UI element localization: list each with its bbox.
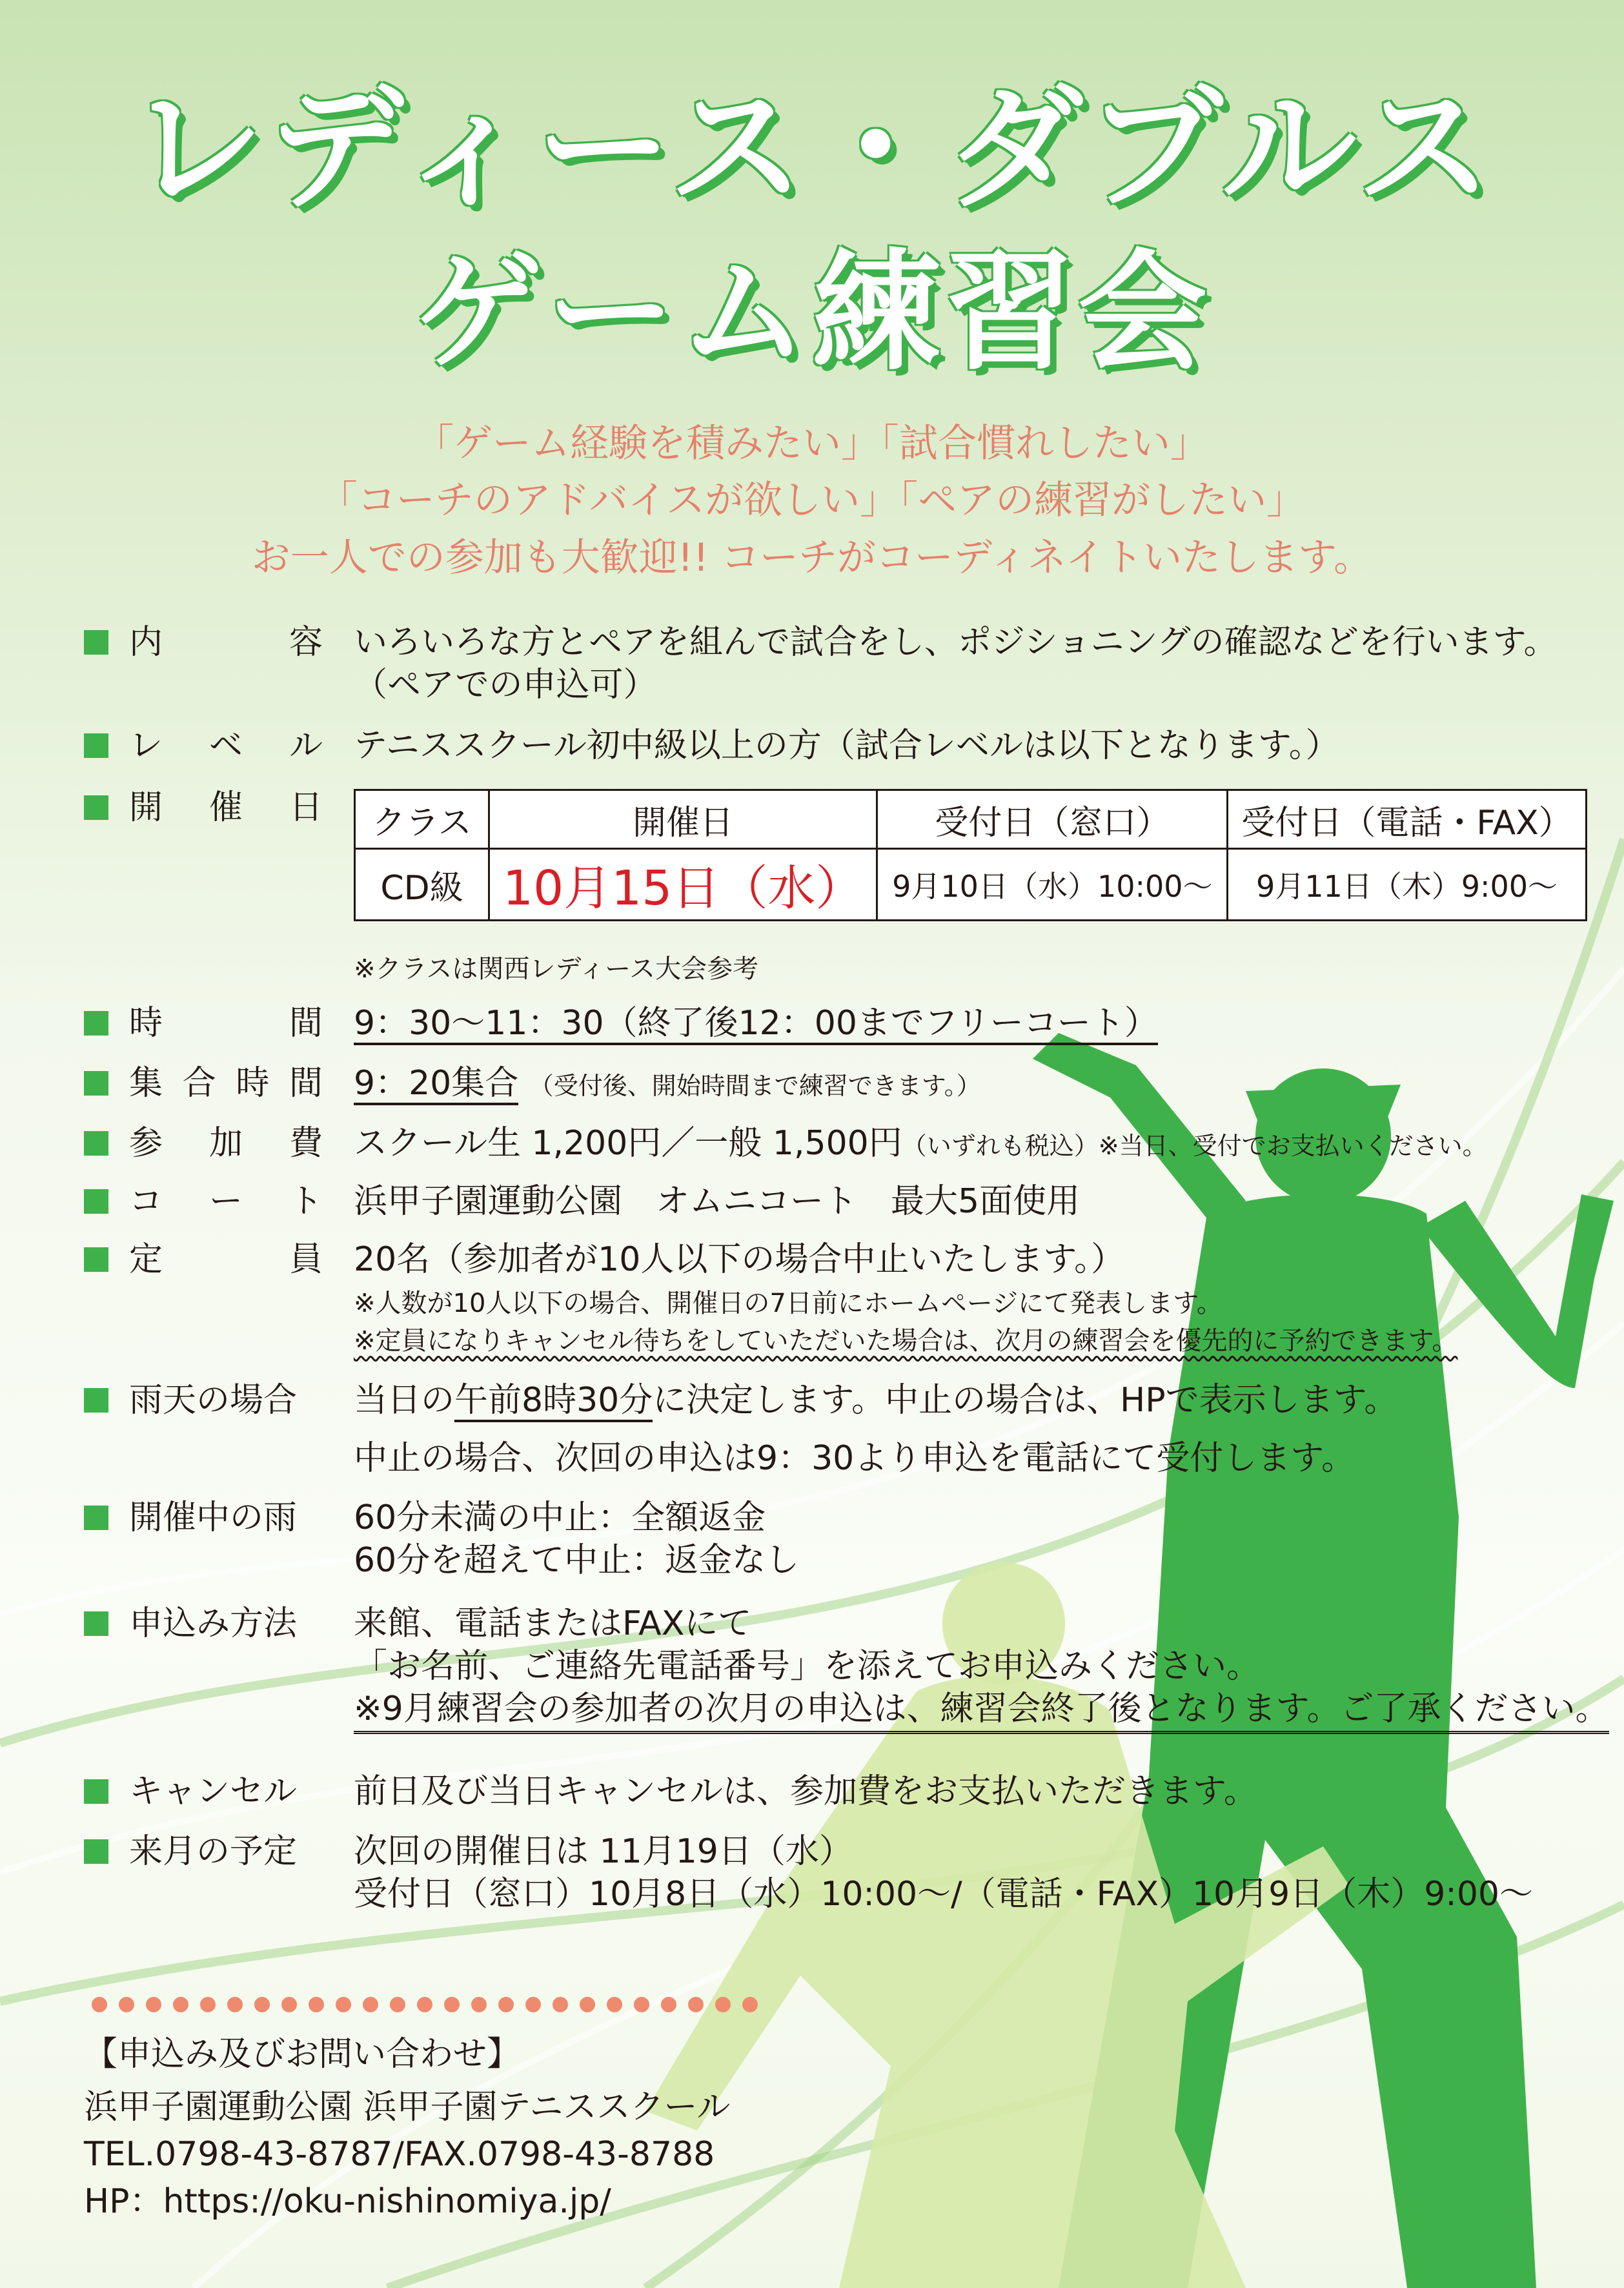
rain-line-2: 中止の場合、次回の申込は9：30より申込を電話にて受付します。 <box>354 1439 1355 1478</box>
rain-post: に決定します。中止の場合は、HPで表示します。 <box>653 1381 1398 1420</box>
fee-tax: （いずれも税込） <box>902 1132 1099 1160</box>
content-value: いろいろな方とペアを組んで試合をし、ポジショニングの確認などを行います。 <box>354 623 1558 662</box>
contact-heading: 【申込み及びお問い合わせ】 <box>84 2035 521 2074</box>
apply-line-3: ※9月練習会の参加者の次月の申込は、練習会終了後となります。ご了承ください。 <box>354 1690 1609 1734</box>
court-value: 浜甲子園運動公園 オムニコート 最大5面使用 <box>354 1182 1081 1221</box>
table-header: 受付日（窓口） <box>877 790 1228 849</box>
label-char: 費 <box>289 1124 323 1163</box>
bullet-square-icon <box>84 1839 108 1864</box>
meet-note: （受付後、開始時間まで練習できます。） <box>529 1072 981 1100</box>
capacity-note-1: ※人数が10人以下の場合、開催日の7日前にホームページにて発表します。 <box>354 1289 1223 1318</box>
rain-during-label: 開催中の雨 <box>129 1498 298 1537</box>
fee-note: ※当日、受付でお支払いください。 <box>1098 1132 1487 1160</box>
label-char: コ <box>129 1182 163 1221</box>
table-header: 開催日 <box>489 790 877 849</box>
time-value: 9：30～11：30（終了後12：00までフリーコート） <box>354 1004 1158 1045</box>
label-char: 参 <box>129 1124 163 1163</box>
bullet-square-icon <box>84 630 108 655</box>
rain-during-line-1: 60分未満の中止：全額返金 <box>354 1498 766 1537</box>
next-label: 来月の予定 <box>129 1832 298 1871</box>
catch-line-1: 「ゲーム経験を積みたい」「試合慣れしたい」 <box>415 421 1209 466</box>
level-value: テニススクール初中級以上の方（試合レベルは以下となります。） <box>354 726 1339 765</box>
label-char: レ <box>129 726 163 765</box>
label-char: 員 <box>289 1240 323 1279</box>
label-char: ベ <box>208 726 243 765</box>
fee-value: スクール生 1,200円／一般 1,500円 <box>354 1124 902 1163</box>
label-char: ー <box>208 1182 243 1221</box>
capacity-value: 20名（参加者が10人以下の場合中止いたします。） <box>354 1240 1125 1279</box>
label-char: 定 <box>129 1240 163 1279</box>
capacity-note-2: ※定員になりキャンセル待ちをしていただいた場合は、次月の練習会を優先的に予約できます。 <box>354 1326 1458 1356</box>
meet-value: 9：20集合 <box>354 1064 518 1105</box>
label-char: 間 <box>289 1004 323 1043</box>
class-note: ※クラスは関西レディース大会参考 <box>354 954 759 984</box>
bullet-square-icon <box>84 733 108 758</box>
cancel-label: キャンセル <box>129 1772 298 1811</box>
next-line-1: 次回の開催日は 11月19日（水） <box>354 1832 853 1871</box>
bullet-square-icon <box>84 1388 108 1413</box>
content-value-2: （ペアでの申込可） <box>354 666 657 704</box>
dotted-divider <box>92 1997 802 2016</box>
table-cell-phone: 9月11日（木）9:00～ <box>1228 849 1586 921</box>
table-header: 受付日（電話・FAX） <box>1228 790 1586 849</box>
apply-label: 申込み方法 <box>129 1604 298 1643</box>
title-line-2: ゲーム練習会 <box>412 238 1211 388</box>
title-line-1: レディース・ダブルス <box>128 69 1496 227</box>
label-char: 日 <box>289 788 323 827</box>
label-char: 開 <box>129 788 163 827</box>
bullet-square-icon <box>84 795 108 820</box>
label-char: 加 <box>208 1124 243 1163</box>
contact-org: 浜甲子園運動公園 浜甲子園テニススクール <box>84 2088 731 2127</box>
contact-tel-fax: TEL.0798-43-8787/FAX.0798-43-8788 <box>84 2135 715 2174</box>
table-header: クラス <box>355 790 489 849</box>
label-char: ル <box>289 726 323 765</box>
label-char: 時 <box>129 1004 163 1043</box>
label-char: 集 <box>129 1064 163 1103</box>
bullet-square-icon <box>84 1131 108 1156</box>
label-char: 容 <box>289 623 323 662</box>
table-cell-window: 9月10日（水）10:00～ <box>877 849 1228 921</box>
cancel-value: 前日及び当日キャンセルは、参加費をお支払いただきます。 <box>354 1772 1257 1811</box>
rain-deadline: 午前8時30分 <box>454 1381 653 1422</box>
apply-line-1: 来館、電話またはFAXにて <box>354 1604 752 1643</box>
label-char: 内 <box>129 623 163 662</box>
catch-line-2: 「コーチのアドバイスが欲しい」「ペアの練習がしたい」 <box>318 478 1306 523</box>
table-cell-class: CD級 <box>355 849 489 921</box>
label-char: 時 <box>236 1064 270 1103</box>
bullet-square-icon <box>84 1071 108 1096</box>
bullet-square-icon <box>84 1779 108 1804</box>
table-cell-event-date: 10月15日（水） <box>489 849 877 921</box>
label-char: ト <box>289 1182 323 1221</box>
label-char: 合 <box>182 1064 216 1103</box>
label-char: 催 <box>208 788 243 827</box>
bullet-square-icon <box>84 1011 108 1036</box>
next-line-2: 受付日（窓口）10月8日（水）10:00～/（電話・FAX）10月9日（木）9:00～ <box>354 1875 1533 1914</box>
contact-hp-link[interactable]: HP：https://oku-nishinomiya.jp/ <box>84 2182 611 2221</box>
schedule-table <box>354 789 1587 921</box>
rain-pre: 当日の <box>354 1381 455 1420</box>
rain-label: 雨天の場合 <box>129 1381 298 1420</box>
bullet-square-icon <box>84 1506 108 1530</box>
bullet-square-icon <box>84 1189 108 1214</box>
bullet-square-icon <box>84 1611 108 1636</box>
catch-line-3: お一人での参加も大歓迎!! コーチがコーディネイトいたします。 <box>251 535 1373 580</box>
apply-line-2: 「お名前、ご連絡先電話番号」を添えてお申込みください。 <box>354 1647 1261 1686</box>
bullet-square-icon <box>84 1247 108 1272</box>
rain-during-line-2: 60分を超えて中止：返金なし <box>354 1541 800 1580</box>
label-char: 間 <box>289 1064 323 1103</box>
